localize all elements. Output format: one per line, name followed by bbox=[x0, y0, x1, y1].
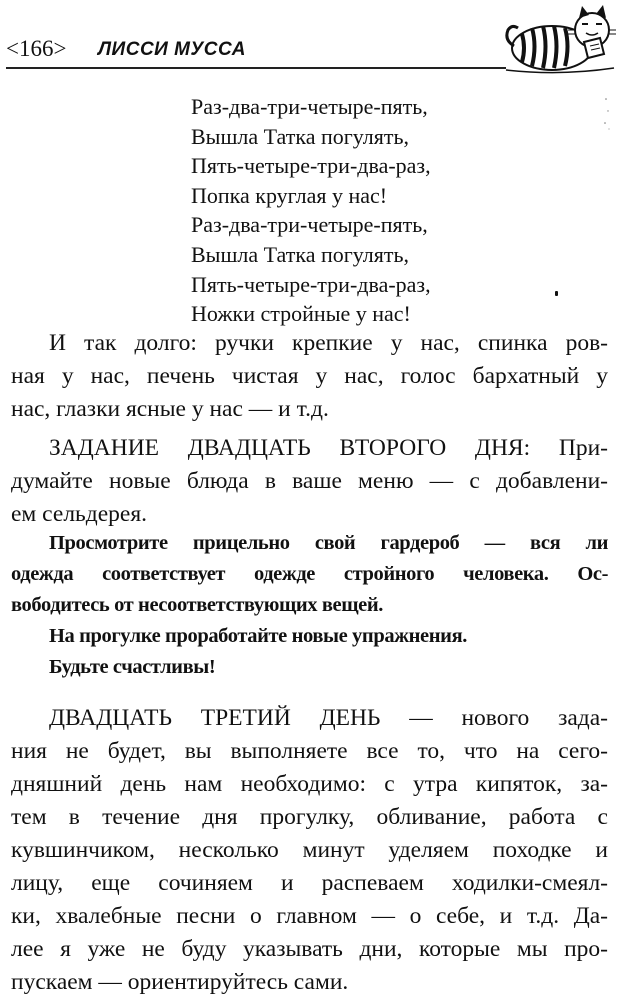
text-line: кувшинчиком, несколько минут уделяем походке и bbox=[11, 837, 608, 863]
poem-line: Пять-четыре-три-два-раз, bbox=[191, 271, 431, 297]
bold-line: На прогулке проработайте новые упражнения. bbox=[49, 625, 467, 647]
poem-line: Попка круглая у нас! bbox=[191, 182, 388, 208]
text-line: ЗАДАНИЕ ДВАДЦАТЬ ВТОРОГО ДНЯ: При- bbox=[49, 435, 608, 461]
text-line: ния не будет, вы выполняете все то, что на сего- bbox=[11, 738, 608, 764]
poem-line: Пять-четыре-три-два-раз, bbox=[191, 153, 431, 179]
text-line: лее я уже не буду указывать дни, которые мы про- bbox=[11, 936, 608, 962]
text-line: ем сельдерея. bbox=[11, 501, 148, 527]
page-number: <166> bbox=[6, 36, 67, 61]
poem-line: Раз-два-три-четыре-пять, bbox=[191, 94, 428, 119]
poem-line: Вышла Татка погулять, bbox=[191, 241, 410, 267]
text-line: ДВАДЦАТЬ ТРЕТИЙ ДЕНЬ — нового зада- bbox=[49, 705, 608, 731]
paragraph-1 bbox=[11, 327, 608, 426]
paragraph-3 bbox=[11, 702, 608, 999]
poem-line: Вышла Татка погулять, bbox=[191, 123, 410, 149]
paragraph-2 bbox=[11, 432, 608, 531]
text-line: лицу, еще сочиняем и распеваем ходилки-смеял- bbox=[11, 870, 608, 896]
text-line: думайте новые блюда в ваше меню — с добавлени- bbox=[11, 468, 608, 494]
header-rule bbox=[6, 67, 506, 69]
text-line: тем в течение дня прогулку, обливание, работа с bbox=[11, 804, 608, 830]
bold-line: одежда соответствует одежде стройного человека. Ос- bbox=[11, 563, 608, 585]
bold-instructions bbox=[11, 528, 608, 683]
text-line: ки, хвалебные песни о главном — о себе, и т.д. Да- bbox=[11, 903, 608, 929]
text-line: ная у нас, печень чистая у нас, голос бархатный у bbox=[11, 363, 608, 389]
poem-line: Раз-два-три-четыре-пять, bbox=[191, 212, 428, 238]
text-line: нас, глазки ясные у нас — и т.д. bbox=[11, 396, 329, 422]
text-line: И так долго: ручки крепкие у нас, спинка ров- bbox=[49, 330, 608, 356]
margin-specks bbox=[603, 95, 611, 135]
poem bbox=[191, 92, 551, 329]
text-line: дняшний день нам необходимо: с утра кипяток, за- bbox=[11, 771, 608, 797]
bold-line: Будьте счастливы! bbox=[49, 656, 216, 678]
bold-line: вободитесь от несоответствующих вещей. bbox=[11, 594, 383, 616]
print-speck bbox=[555, 291, 558, 296]
poem-line: Ножки стройные у нас! bbox=[191, 301, 411, 327]
striped-cat-reading-icon bbox=[500, 0, 618, 76]
bold-line: Просмотрите прицельно свой гардероб — вся ли bbox=[49, 532, 608, 554]
running-title: ЛИССИ МУССА bbox=[98, 39, 246, 60]
text-line: пускаем — ориентируйтесь сами. bbox=[11, 969, 349, 995]
